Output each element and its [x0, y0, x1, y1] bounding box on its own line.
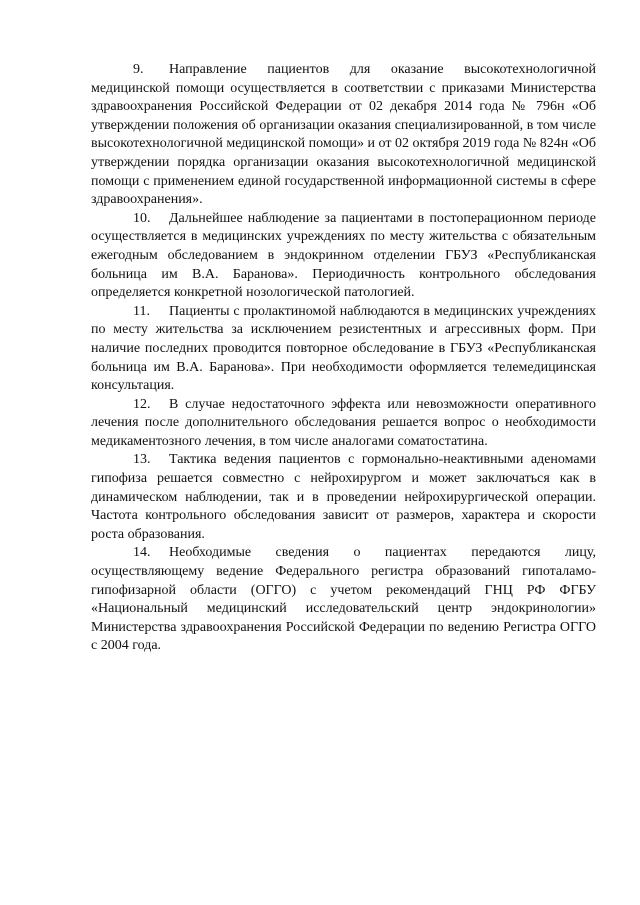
paragraph-10	[91, 210, 596, 303]
paragraph-13	[91, 451, 596, 544]
paragraph-number: 13.	[133, 452, 151, 468]
paragraph-11	[91, 303, 596, 396]
paragraph-number: 9.	[133, 62, 144, 77]
paragraph-text: Необходимые сведения о пациентах передаются лицу, осуществляющему ведение Федерального регистра образований гипоталамо-гипофизарной области (ОГГО) с учетом рекомендаций ГНЦ РФ ФГБУ «Национальный медицинский исследовательский центр эндокринологии» Министерства здравоохранения Российской Федерации по ведению Регистра ОГГО с 2004 года.	[91, 545, 596, 654]
paragraph-9	[91, 61, 596, 210]
paragraph-14	[91, 544, 596, 656]
paragraph-number: 10.	[133, 210, 151, 226]
paragraph-text: Пациенты с пролактиномой наблюдаются в медицинских учреждениях по месту жительства за исключением резистентных и агрессивных форм. При наличие последних проводится повторное обследование в ГБУЗ «Республиканская больница им В.А. Баранова». При необходимости оформляется телемедицинская консультация.	[91, 303, 596, 394]
paragraph-number: 14.	[133, 545, 151, 561]
paragraph-text: Дальнейшее наблюдение за пациентами в постоперационном периоде осуществляется в медицинских учреждениях по месту жительства с обязательным ежегодным обследованием в эндокринном отделении ГБУЗ «Республиканская больница им В.А. Баранова». Периодичность контрольного обследования определяется конкретной нозологической патологией.	[91, 210, 596, 301]
paragraph-number: 12.	[133, 396, 151, 412]
paragraph-number: 11.	[133, 303, 150, 319]
paragraph-text: В случае недостаточного эффекта или невозможности оперативного лечения после дополнительного обследования решается вопрос о необходимости медикаментозного лечения, в том числе аналогами соматостатина.	[91, 396, 596, 449]
paragraph-text: Направление пациентов для оказание высокотехнологичной медицинской помощи осуществляется в соответствии с приказами Министерства здравоохранения Российской Федерации от 02 декабря 2014 года № 796н «Об утверждении положения об организации оказания специализированной, в том числе высокотехнологичной медицинской помощи» и от 02 октября 2019 года № 824н «Об утверждении порядка организации оказания высокотехнологичной медицинской помощи с применением единой государственной информационной системы в сфере здравоохранения».	[91, 62, 596, 208]
document-body	[91, 61, 596, 656]
paragraph-text: Тактика ведения пациентов с гормонально-неактивными аденомами гипофиза решается совместно с нейрохирургом и может заключаться как в динамическом наблюдении, так и в проведении нейрохирургической операции. Частота контрольного обследования зависит от размеров, характера и скорости роста образования.	[91, 452, 596, 542]
paragraph-12	[91, 396, 596, 452]
